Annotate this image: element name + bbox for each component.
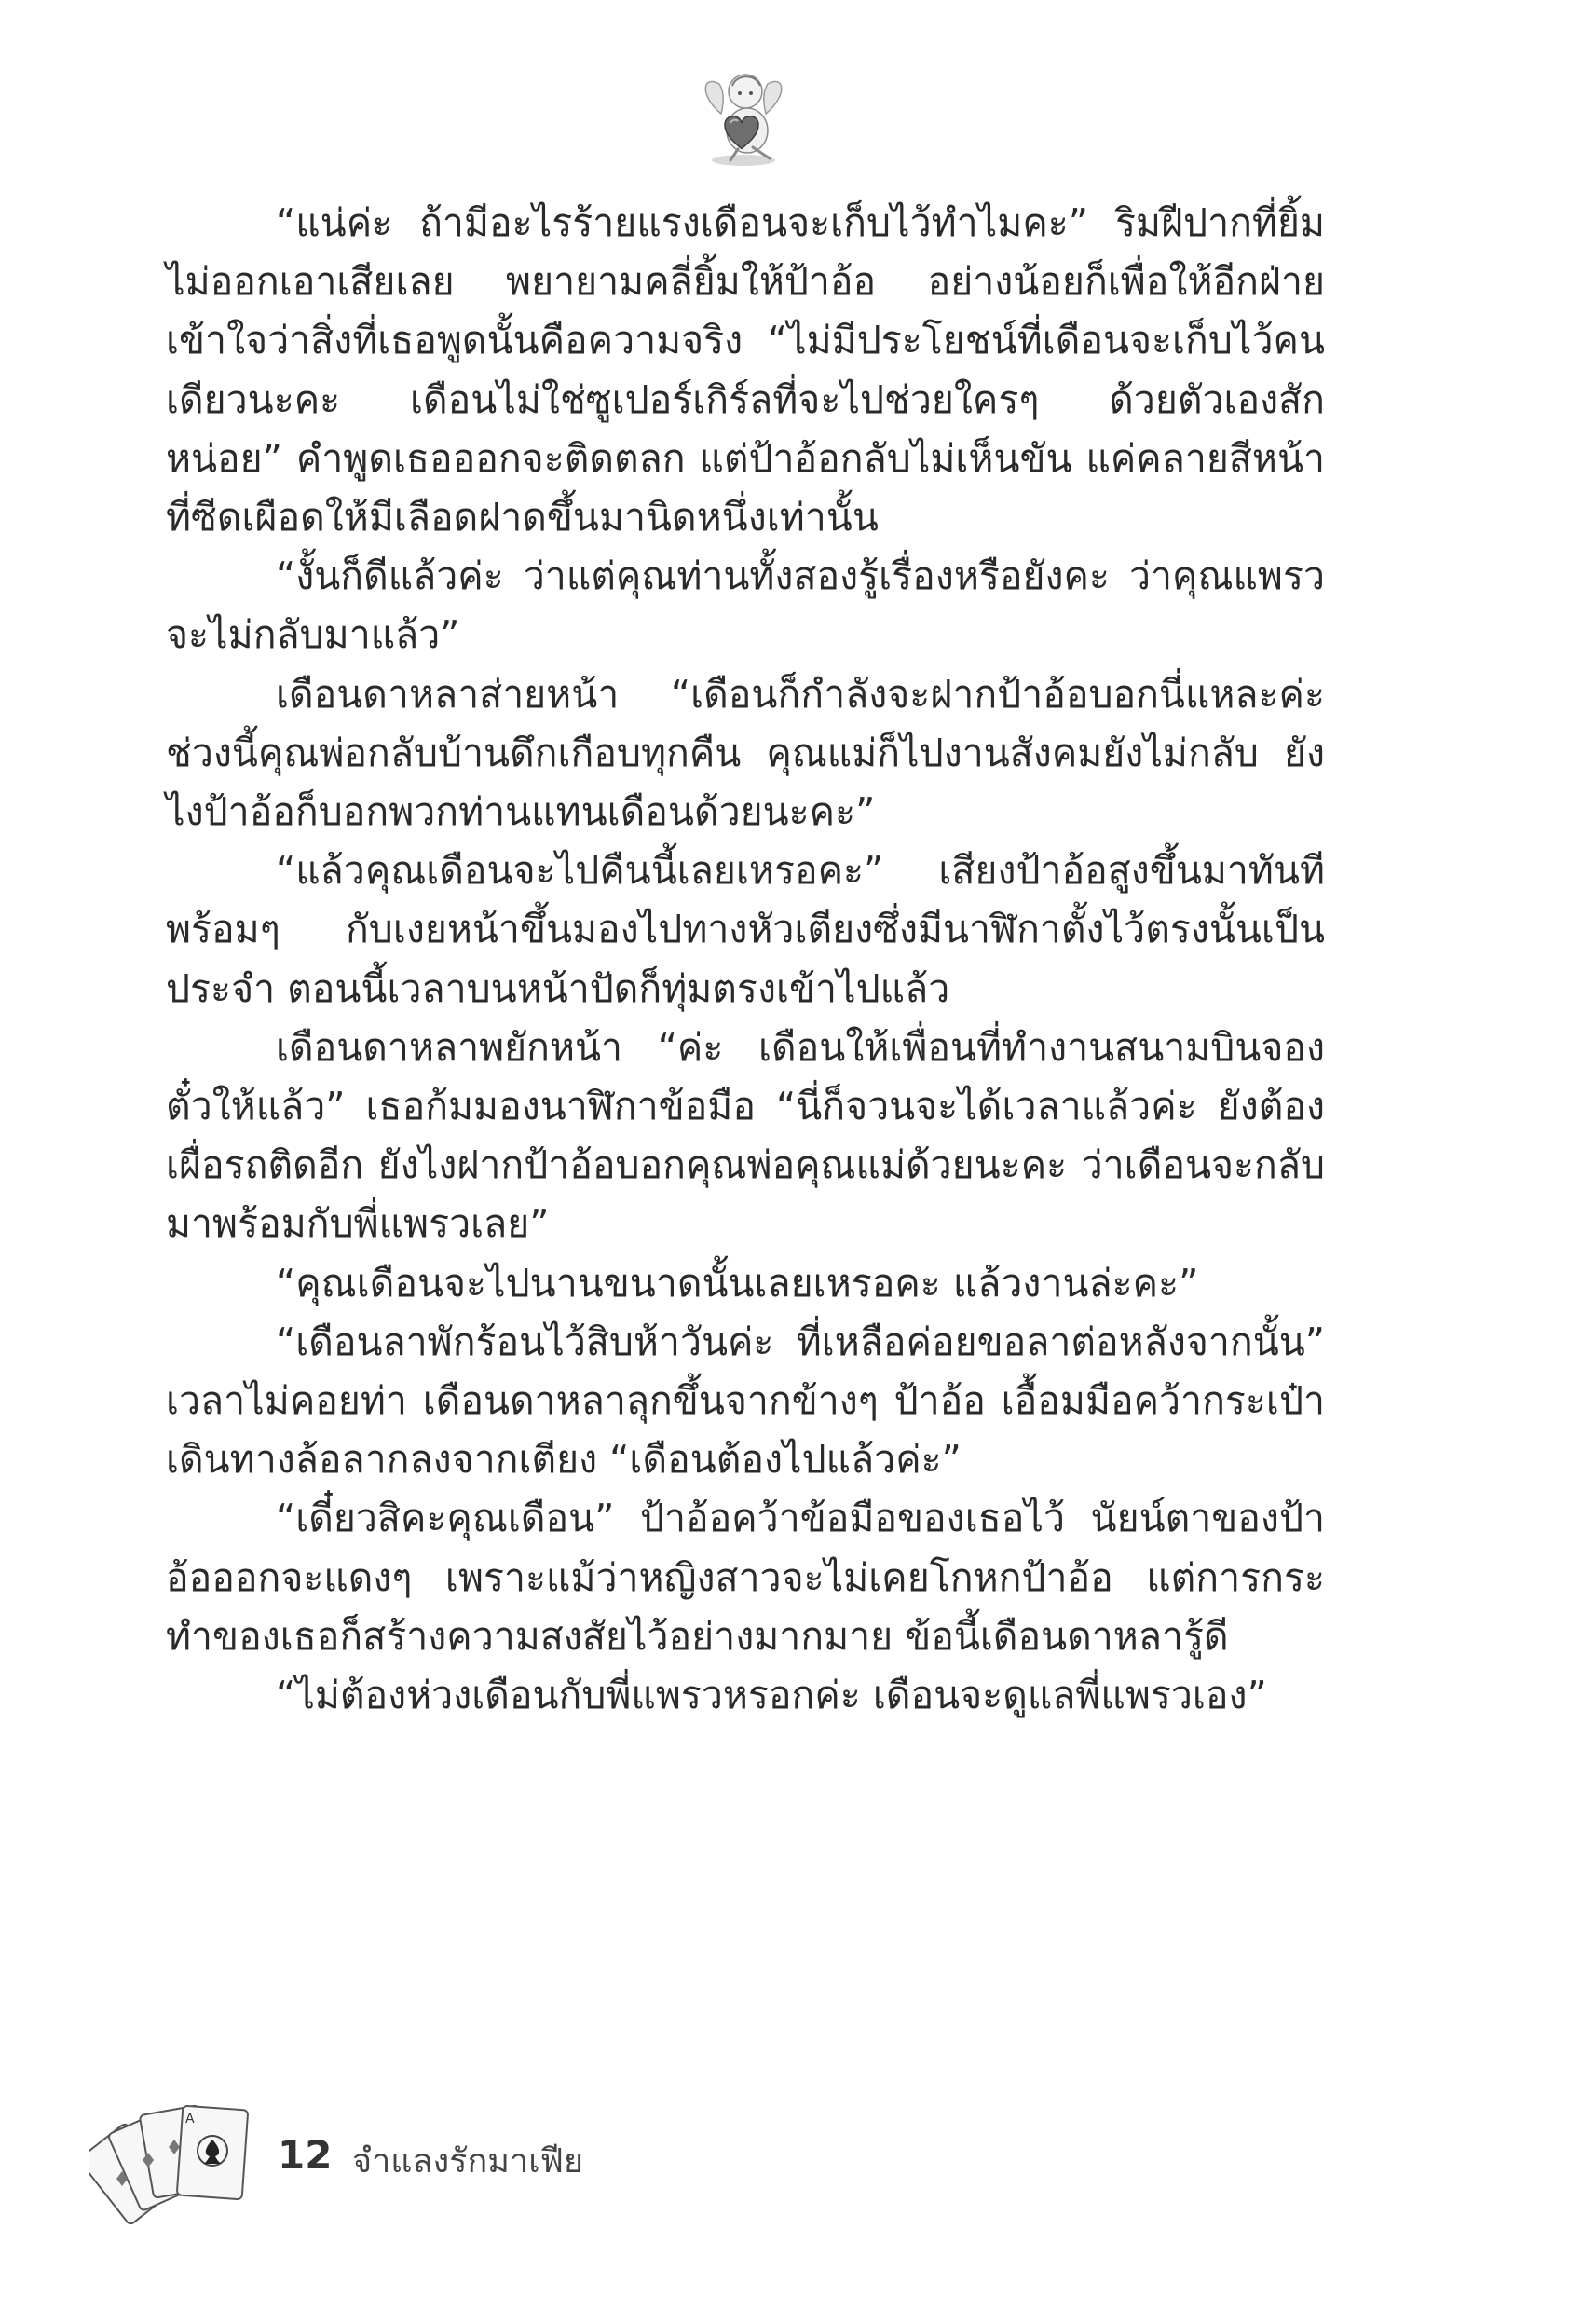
paragraph: เดือนดาหลาพยักหน้า “ค่ะ เดือนให้เพื่อนที่ทำงานสนามบินจองตั๋วให้แล้ว” เธอก้มมองนาฬิกาข้อมือ “นี่ก็จวนจะได้เวลาแล้วค่ะ ยังต้องเผื่อรถติดอีก ยังไงฝากป้าอ้อบอกคุณพ่อคุณแม่ด้วยนะคะ ว่าเดือนจะกลับมาพร้อมกับพี่แพรวเลย”: [166, 1024, 1325, 1247]
paragraph: “คุณเดือนจะไปนานขนาดนั้นเลยเหรอคะ แล้วงานล่ะคะ”: [276, 1260, 1199, 1306]
paragraph: “แล้วคุณเดือนจะไปคืนนี้เลยเหรอคะ” เสียงป้าอ้อสูงขึ้นมาทันที พร้อมๆ กับเงยหน้าขึ้นมองไปทางหัวเตียงซึ่งมีนาฬิกาตั้งไว้ตรงนั้นเป็นประจำ ตอนนี้เวลาบนหน้าปัดก็ทุ่มตรงเข้าไปแล้ว: [166, 848, 1325, 1011]
paragraph: “เดี๋ยวสิคะคุณเดือน” ป้าอ้อคว้าข้อมือของเธอไว้ นัยน์ตาของป้าอ้อออกจะแดงๆ เพราะแม้ว่าหญิงสาวจะไม่เคยโกหกป้าอ้อ แต่การกระทำของเธอก็สร้างความสงสัยไว้อย่างมากมาย ข้อนี้เดือนดาหลารู้ดี: [166, 1496, 1325, 1659]
paragraph: “ไม่ต้องห่วงเดือนกับพี่แพรวหรอกค่ะ เดือนจะดูแลพี่แพรวเอง”: [276, 1673, 1267, 1718]
paragraph: “แน่ค่ะ ถ้ามีอะไรร้ายแรงเดือนจะเก็บไว้ทำไมคะ” ริมฝีปากที่ยิ้มไม่ออกเอาเสียเลย พยายามคลี่ยิ้มให้ป้าอ้อ อย่างน้อยก็เพื่อให้อีกฝ่ายเข้าใจว่าสิ่งที่เธอพูดนั้นคือความจริง “ไม่มีประโยชน์ที่เดือนจะเก็บไว้คนเดียวนะคะ เดือนไม่ใช่ซูเปอร์เกิร์ลที่จะไปช่วยใครๆ ด้วยตัวเองสักหน่อย” คำพูดเธอออกจะติดตลก แต่ป้าอ้อกลับไม่เห็นขัน แค่คลายสีหน้าที่ซีดเผือดให้มีเลือดฝาดขึ้นมานิดหนึ่งเท่านั้น: [166, 200, 1325, 540]
paragraph: เดือนดาหลาส่ายหน้า “เดือนก็กำลังจะฝากป้าอ้อบอกนี่แหละค่ะ ช่วงนี้คุณพ่อกลับบ้านดึกเกือบทุกคืน คุณแม่ก็ไปงานสังคมยังไม่กลับ ยังไงป้าอ้อก็บอกพวกท่านแทนเดือนด้วยนะคะ”: [166, 671, 1325, 835]
paragraph: “เดือนลาพักร้อนไว้สิบห้าวันค่ะ ที่เหลือค่อยขอลาต่อหลังจากนั้น” เวลาไม่คอยท่า เดือนดาหลาลุกขึ้นจากข้างๆ ป้าอ้อ เอื้อมมือคว้ากระเป๋าเดินทางล้อลากลงจากเตียง “เดือนต้องไปแล้วค่ะ”: [166, 1319, 1325, 1483]
paragraph: “งั้นก็ดีแล้วค่ะ ว่าแต่คุณท่านทั้งสองรู้เรื่องหรือยังคะ ว่าคุณแพรวจะไม่กลับมาแล้ว”: [166, 554, 1325, 658]
playing-cards-icon: [89, 2095, 256, 2225]
book-title: จำแลงรักมาเฟีย: [352, 2142, 584, 2181]
svg-text:A: A: [185, 2112, 195, 2126]
body-text: [166, 194, 1325, 1725]
cupid-with-heart-icon: [688, 58, 799, 170]
page-number: 12: [278, 2132, 333, 2178]
